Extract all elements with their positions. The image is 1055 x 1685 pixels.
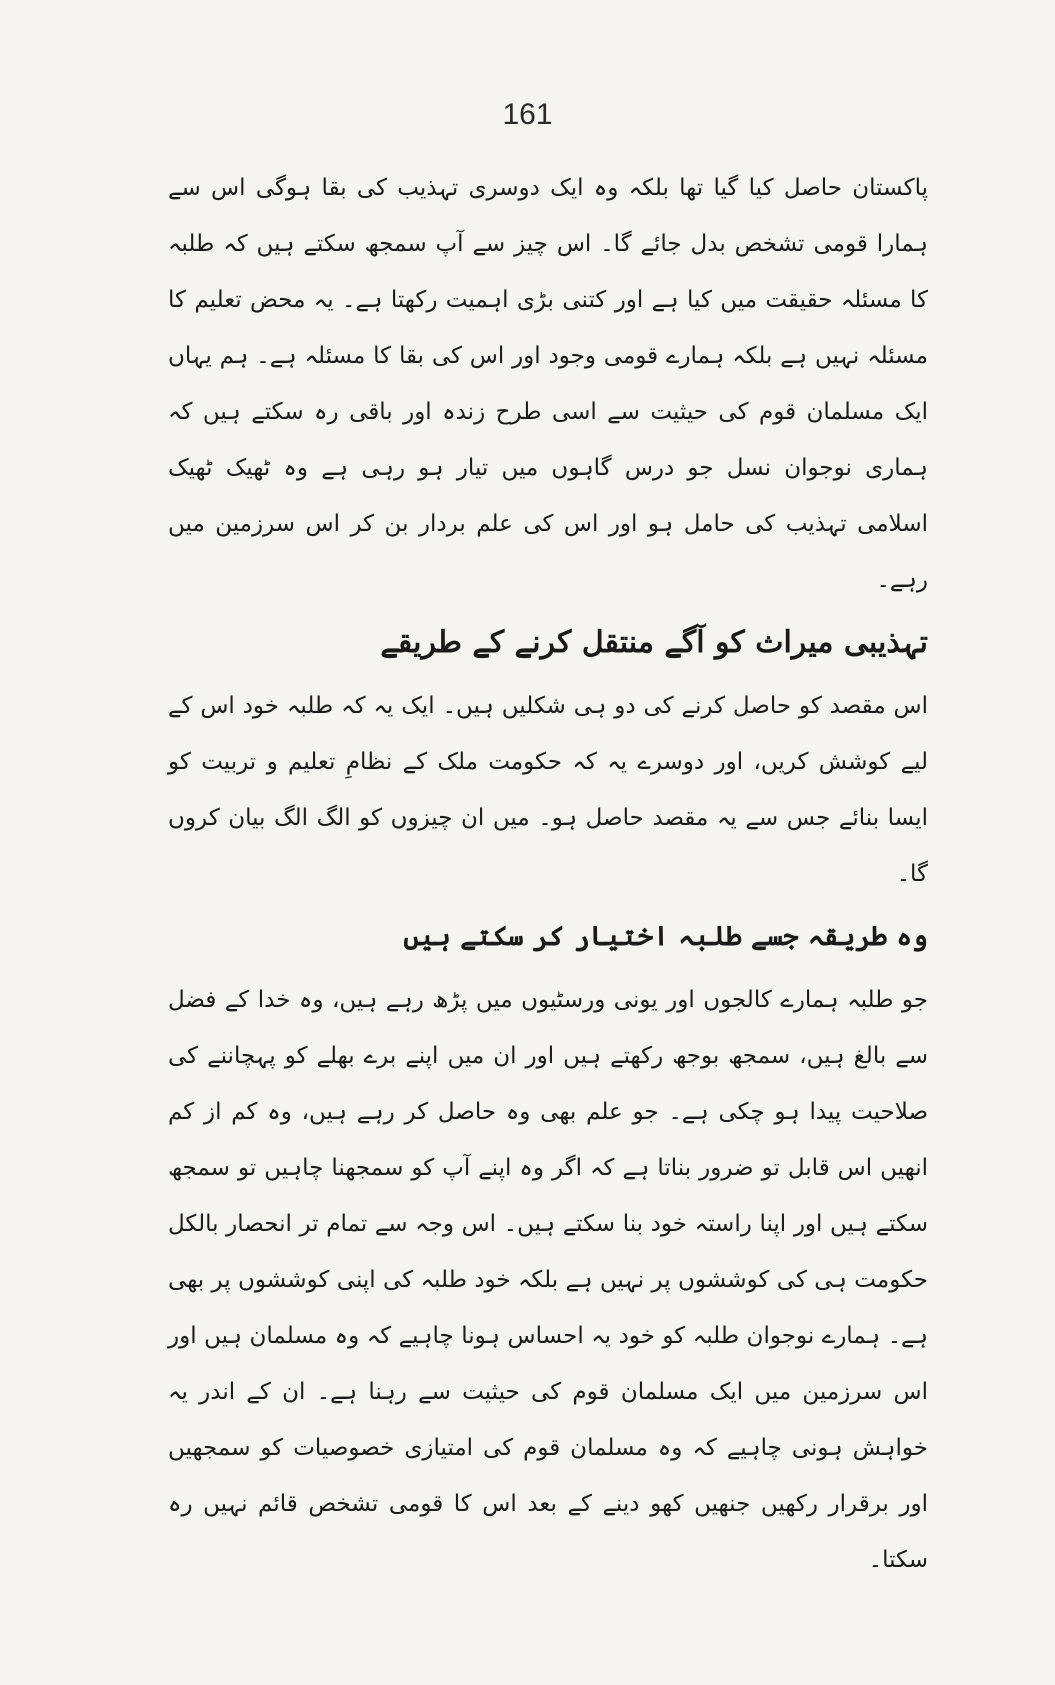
paragraph-1: پاکستان حاصل کیا گیا تھا بلکہ وہ ایک دوسری تہذیب کی بقا ہوگی اس سے ہمارا قومی تشخص بدل جائے گا۔ اس چیز سے آپ سمجھ سکتے ہیں کہ طلبہ کا مسئلہ حقیقت میں کیا ہے اور کتنی بڑی اہمیت رکھتا ہے۔ یہ محض تعلیم کا مسئلہ نہیں ہے بلکہ ہمارے قومی وجود اور اس کی بقا کا مسئلہ ہے۔ ہم یہاں ایک مسلمان قوم کی حیثیت سے اسی طرح زندہ اور باقی رہ سکتے ہیں کہ ہماری نوجوان نسل جو درس گاہوں میں تیار ہو رہی ہے وہ ٹھیک ٹھیک اسلامی تہذیب کی حامل ہو اور اس کی علم بردار بن کر اس سرزمین میں رہے۔	[168, 175, 928, 593]
paragraph-2: اس مقصد کو حاصل کرنے کی دو ہی شکلیں ہیں۔ ایک یہ کہ طلبہ خود اس کے لیے کوشش کریں، اور دوسرے یہ کہ حکومت ملک کے نظامِ تعلیم و تربیت کو ایسا بنائے جس سے یہ مقصد حاصل ہو۔ میں ان چیزوں کو الگ الگ بیان کروں گا۔	[168, 693, 928, 887]
page-number: 161	[502, 98, 553, 131]
section-heading-1: تہذیبی میراث کو آگے منتقل کرنے کے طریقے	[380, 625, 928, 660]
page-content	[168, 160, 928, 1588]
section-heading-2: وہ طریقہ جسے طلبہ اختیار کر سکتے ہیں	[403, 921, 928, 952]
paragraph-3: جو طلبہ ہمارے کالجوں اور یونی ورسٹیوں میں پڑھ رہے ہیں، وہ خدا کے فضل سے بالغ ہیں، سمجھ بوجھ رکھتے ہیں اور ان میں اپنے برے بھلے کو پہچاننے کی صلاحیت پیدا ہو چکی ہے۔ جو علم بھی وہ حاصل کر رہے ہیں، وہ کم از کم انھیں اس قابل تو ضرور بناتا ہے کہ اگر وہ اپنے آپ کو سمجھنا چاہیں تو سمجھ سکتے ہیں اور اپنا راستہ خود بنا سکتے ہیں۔ اس وجہ سے تمام تر انحصار بالکل حکومت ہی کی کوششوں پر نہیں ہے بلکہ خود طلبہ کی اپنی کوششوں پر بھی ہے۔ ہمارے نوجوان طلبہ کو خود یہ احساس ہونا چاہیے کہ وہ مسلمان ہیں اور اس سرزمین میں ایک مسلمان قوم کی حیثیت سے رہنا ہے۔ ان کے اندر یہ خواہش ہونی چاہیے کہ وہ مسلمان قوم کی امتیازی خصوصیات کو سمجھیں اور برقرار رکھیں جنھیں کھو دینے کے بعد اس کا قومی تشخص قائم نہیں رہ سکتا۔	[168, 987, 928, 1573]
